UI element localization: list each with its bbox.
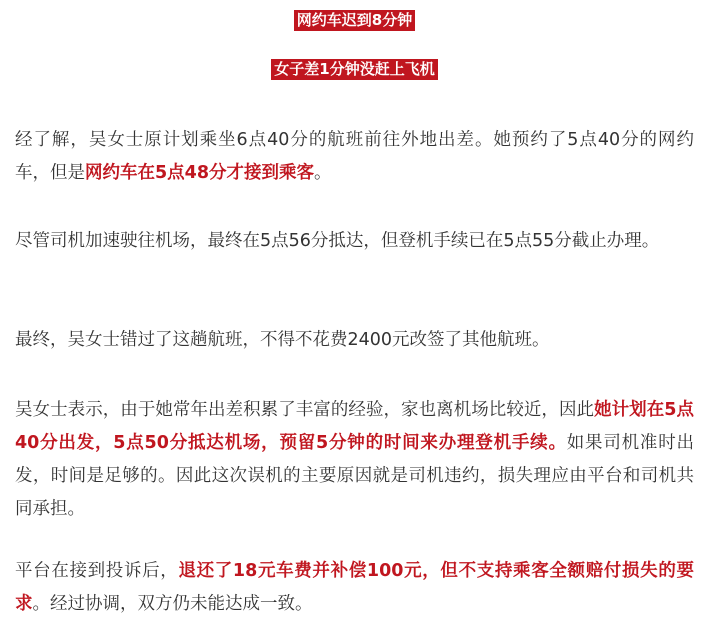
paragraph-text: 平台在接到投诉后， <box>15 561 179 581</box>
article-paragraph <box>15 555 694 621</box>
paragraph-text: 最终，吴女士错过了这趟航班，不得不花费2400元改签了其他航班。 <box>15 330 550 350</box>
paragraph-text: 如果司机准时出发，时间是足够的。因此这次误机的主要原因就是司机违约，损失理应由平台和司机共同承担。 <box>15 433 695 519</box>
subheadline-highlight: 女子差1分钟没赶上飞机 <box>271 59 437 80</box>
heading-row-2 <box>15 31 694 80</box>
headline-highlight: 网约车迟到8分钟 <box>294 10 415 31</box>
paragraph-text: 经了解，吴女士原计划乘坐6点40分的航班前往外地出差。她预约了5点40分的网约车，但是 <box>15 130 694 183</box>
paragraph-text: 尽管司机加速驶往机场，最终在5点56分抵达，但登机手续已在5点55分截止办理。 <box>15 231 660 251</box>
paragraph-text: 。 <box>314 163 332 183</box>
highlighted-text: 她计划在5点40分出发，5点50分抵达机场，预留5分钟的时间来办理登机手续。 <box>15 400 694 453</box>
highlighted-text: 网约车在5点48分才接到乘客 <box>85 163 315 183</box>
article-paragraph <box>15 124 694 190</box>
highlighted-text: 退还了18元车费并补偿100元，但不支持乘客全额赔付损失的要求 <box>15 561 695 614</box>
article-paragraph <box>15 394 694 526</box>
heading-row-1 <box>15 0 694 31</box>
paragraph-text: 吴女士表示，由于她常年出差积累了丰富的经验，家也离机场比较近，因此 <box>15 400 595 420</box>
article-paragraph <box>15 324 694 357</box>
article-paragraph <box>15 225 694 258</box>
paragraph-text: 。经过协调，双方仍未能达成一致。 <box>32 594 313 614</box>
